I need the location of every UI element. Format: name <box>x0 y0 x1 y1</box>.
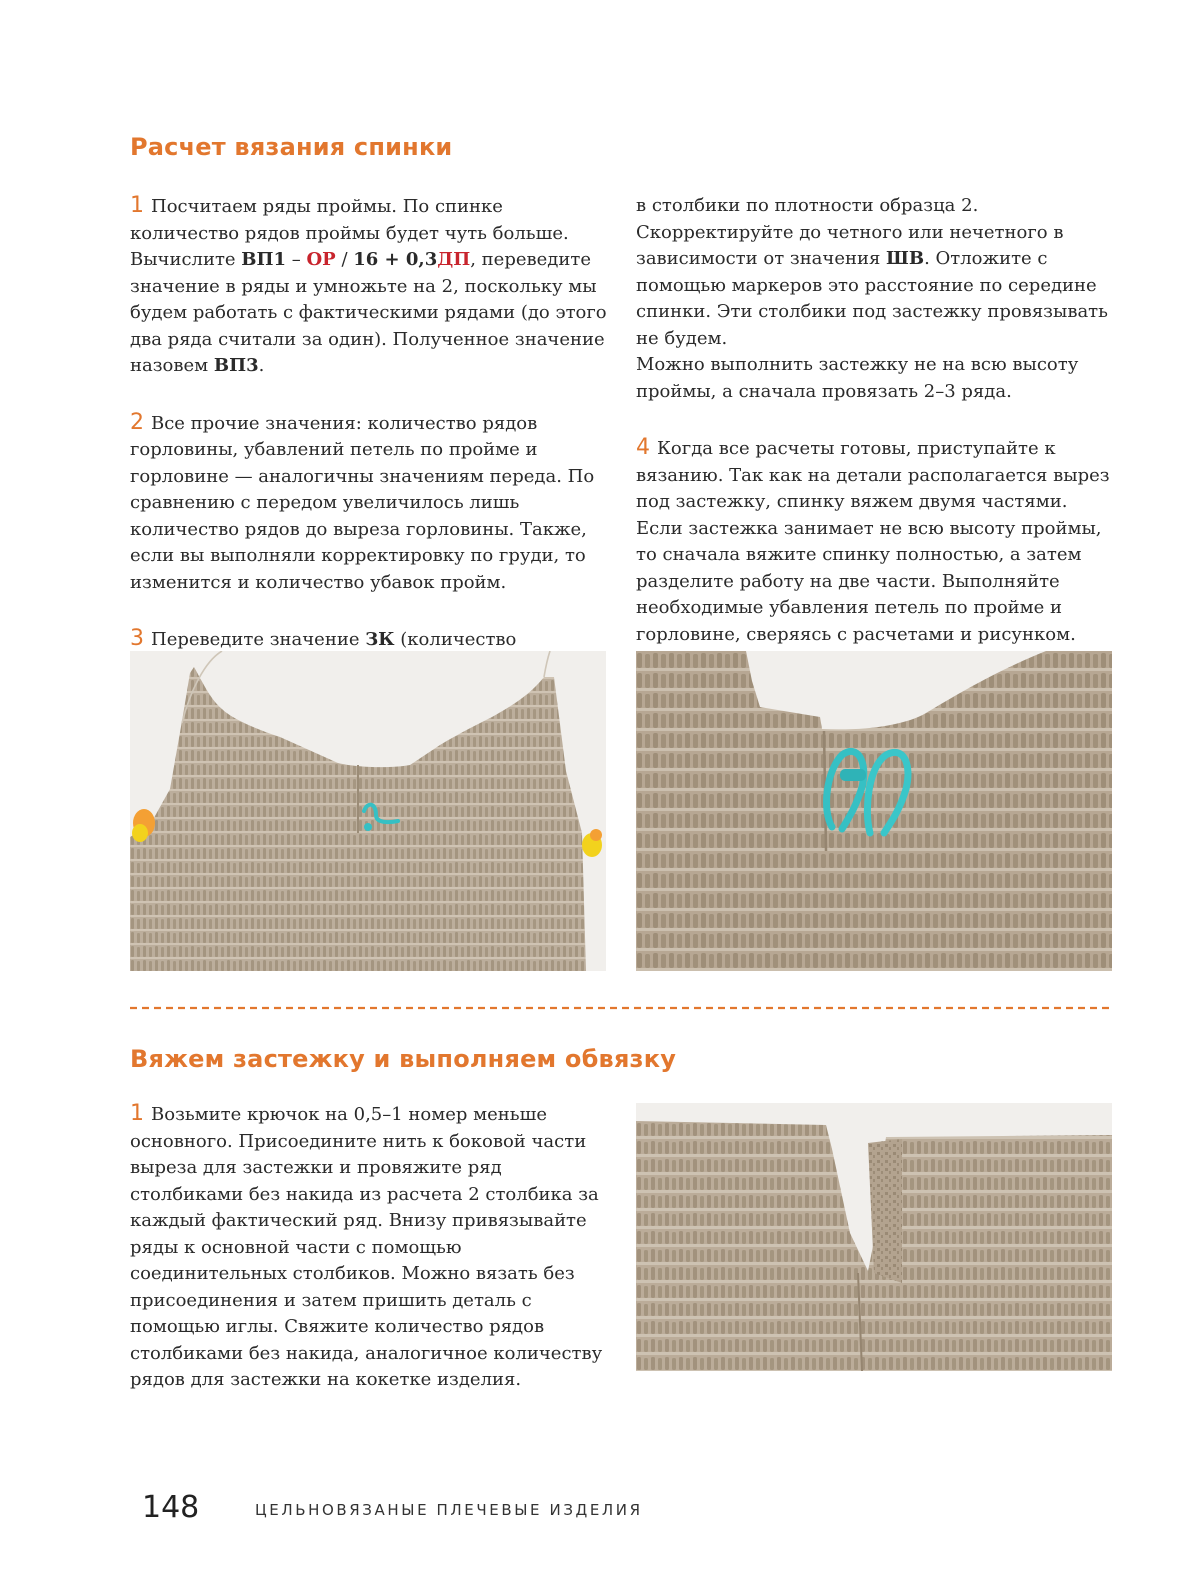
bold-term: ШВ <box>886 248 925 269</box>
text-run: Возьмите крючок на 0,5–1 номер меньше основного. Присоедините нить к боковой части выреза для застежки и провяжите ряд столбиками без накида из расчета 2 столбика за каждый фактический ряд. Внизу привязывайте ряды к основной части с помощью соединительных столбиков. Можно вязать без присоединения и затем пришить деталь с помощью иглы. Свяжите количество рядов столбиками без накида, аналогичное количеству рядов для застежки на кокетке изделия. <box>130 1104 603 1390</box>
page-number: 148 <box>142 1490 200 1525</box>
bold-term: ЗК <box>365 629 395 650</box>
text-run: Когда все расчеты готовы, приступайте к вязанию. Так как на детали располагается вырез под застежку, спинку вяжем двумя частями. Если застежка занимает не всю высоту проймы, то сначала вяжите спинку полностью, а затем разделите работу на две части. Выполняйте необходимые убавления петель по пройме и горловине, сверяясь с расчетами и рисунком. <box>636 438 1110 645</box>
text-run: . Отложите с помощью маркеров это расстояние по середине спинки. Эти столбики под застежку провязывать не будем. <box>636 248 1108 349</box>
running-head: ЦЕЛЬНОВЯЗАНЫЕ ПЛЕЧЕВЫЕ ИЗДЕЛИЯ <box>255 1501 643 1519</box>
paragraph <box>130 193 608 380</box>
photo-marker-closeup <box>636 651 1112 971</box>
paragraph <box>636 193 1114 352</box>
text-run: в столбики по плотности образца 2. Скорректируйте до четного или нечетного в зависимости от значения <box>636 195 1064 269</box>
bold-term: 16 + 0,3 <box>353 249 438 270</box>
section-heading-placket-edging: Вяжем застежку и выполняем обвязку <box>130 1045 677 1073</box>
step-number: 1 <box>130 193 144 218</box>
paragraph <box>636 435 1114 648</box>
section-heading-back-calculation: Расчет вязания спинки <box>130 133 453 161</box>
step-number: 4 <box>636 435 650 460</box>
text-run: Все прочие значения: количество рядов горловины, убавлений петель по пройме и горловине — аналогичны значениям переда. По сравнению с передом увеличилось лишь количество рядов до выреза горловины. Также, если вы выполняли корректировку по груди, то изменится и количество убавок пройм. <box>130 412 595 593</box>
text-column-left <box>130 193 608 707</box>
photo-placket <box>636 1103 1112 1371</box>
step-number: 1 <box>130 1101 144 1126</box>
text-run: / <box>335 249 354 270</box>
formula-term: ОР <box>306 249 336 270</box>
bold-term: ВП3 <box>213 355 259 376</box>
text-run: Посчитаем ряды проймы. По спинке количество рядов проймы будет чуть больше. Вычислите <box>130 196 569 270</box>
bold-term: ВП1 <box>241 249 287 270</box>
text-column-placket <box>130 1101 608 1394</box>
step-number: 3 <box>130 626 144 651</box>
paragraph <box>636 352 1114 405</box>
formula-term: ДП <box>437 249 471 270</box>
text-run: Переведите значение <box>151 629 366 650</box>
text-column-right <box>636 193 1114 648</box>
dashed-divider <box>130 1005 1112 1011</box>
text-run: Можно выполнить застежку не на всю высоту проймы, а сначала провязать 2–3 ряда. <box>636 354 1079 402</box>
paragraph <box>130 410 608 597</box>
photo-back-piece <box>130 651 606 971</box>
text-run: (количество <box>400 629 517 650</box>
step-number: 2 <box>130 409 144 435</box>
paragraph <box>130 1101 608 1394</box>
text-run: . <box>258 355 265 376</box>
text-run: , переведите значение в ряды и умножьте на 2, поскольку мы будем работать с фактическими рядами (до этого два ряда считали за один). Полученное значение назовем <box>130 249 607 376</box>
text-run: – <box>286 249 307 270</box>
